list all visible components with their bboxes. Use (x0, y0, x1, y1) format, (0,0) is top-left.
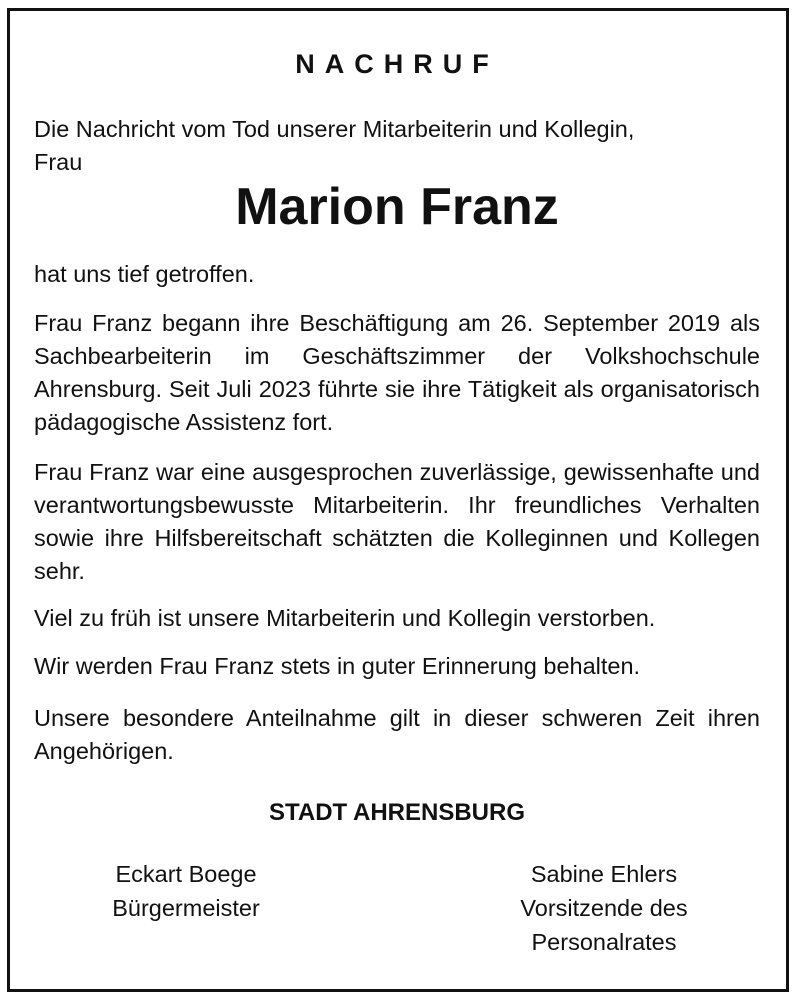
organization-name: STADT AHRENSBURG (269, 799, 525, 826)
paragraph-1: hat uns tief getroffen. (34, 261, 255, 287)
paragraph-2: Frau Franz begann ihre Beschäftigung am 26. September 2019 als Sachbearbeiterin im Geschäftszimmer der Volkshochschule Ahrensburg. Seit Juli 2023 führte sie ihre Tätigkeit als organisatorisch pädagogische Assistenz fort. (34, 310, 760, 435)
paragraph-3: Frau Franz war eine ausgesprochen zuverlässige, gewissenhafte und verantwortungsbewusste Mitarbeiterin. Ihr freundliches Verhalten sowie ihre Hilfsbereitschaft schätzten die Kolleginnen und Kollegen sehr. (34, 459, 760, 584)
signatory-name: Sabine Ehlers (530, 861, 678, 887)
signatory-name: Eckart Boege (115, 861, 257, 887)
paragraph-5: Wir werden Frau Franz stets in guter Erinnerung behalten. (34, 653, 641, 679)
signatory-role: Bürgermeister (112, 895, 260, 921)
paragraph-6: Unsere besondere Anteilnahme gilt in dieser schweren Zeit ihren Angehörigen. (34, 705, 760, 764)
signature-block-mayor (86, 857, 286, 925)
paragraph-4: Viel zu früh ist unsere Mitarbeiterin und Kollegin verstorben. (34, 605, 656, 631)
intro-line-2: Frau (34, 149, 83, 175)
signatory-role: Personalrates (531, 929, 677, 955)
intro-text (34, 113, 760, 179)
signatory-role: Vorsitzende des (520, 895, 688, 921)
deceased-name: Marion Franz (235, 178, 559, 236)
intro-line-1: Die Nachricht vom Tod unserer Mitarbeiterin und Kollegin, (34, 116, 635, 142)
signature-block-staff-council (479, 857, 729, 959)
notice-heading: NACHRUF (295, 49, 499, 79)
